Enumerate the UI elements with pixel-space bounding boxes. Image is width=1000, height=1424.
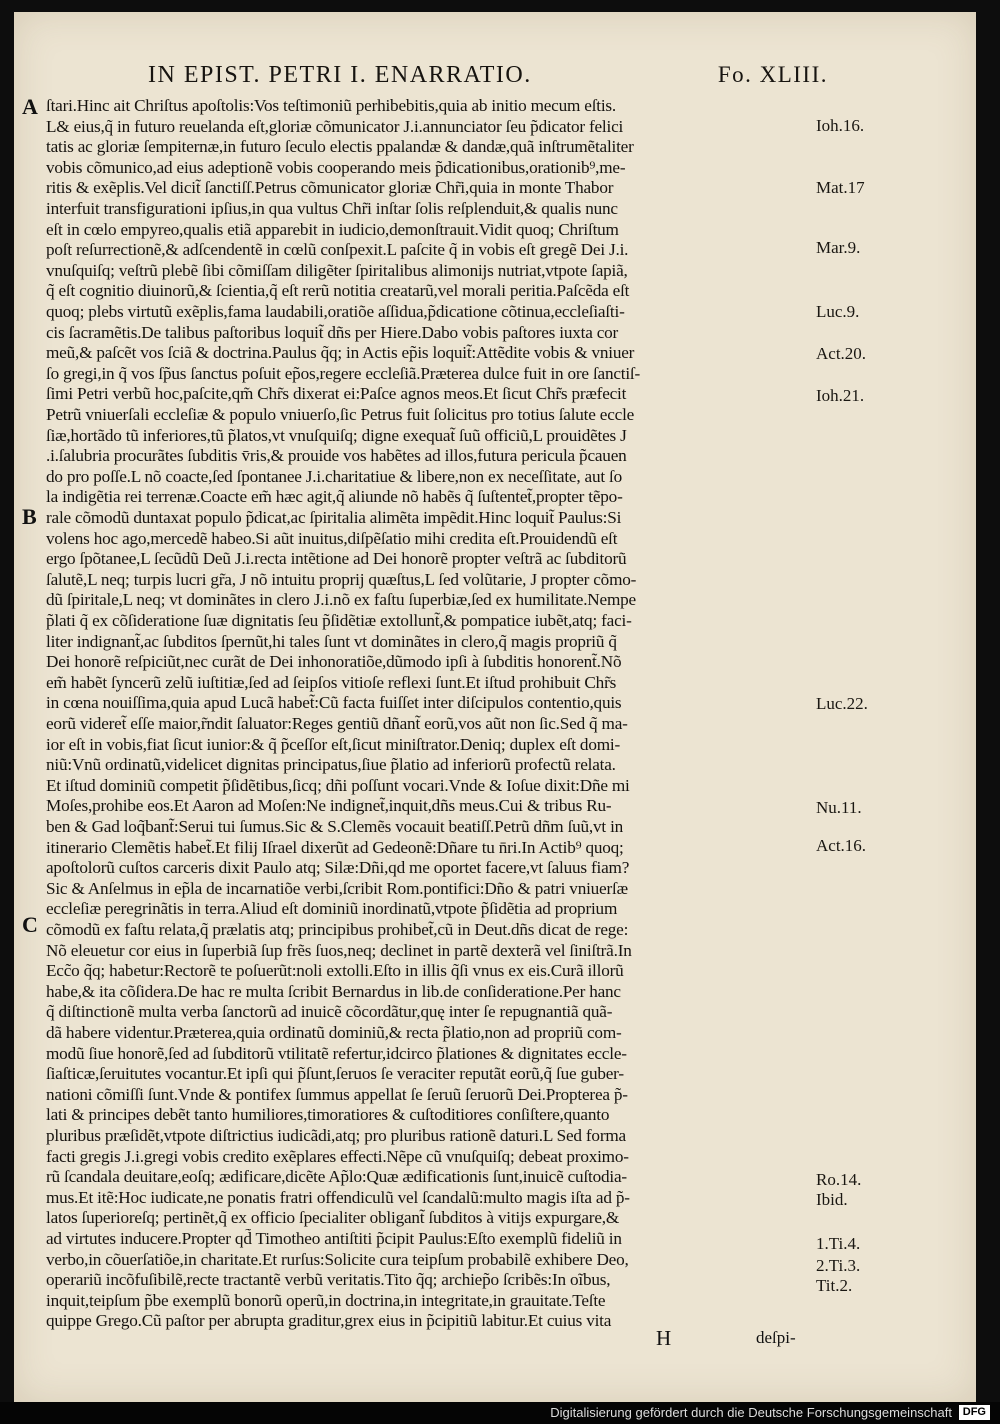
footer-credit: Digitalisierung gefördert durch die Deutsche Forschungsgemeinschaft: [550, 1405, 952, 1420]
text-line: apoſtolorũ cuſtos carceris dixit Paulo atq; Silæ:Dñi,qd me oportet facere,vt ſaluus fiam?: [46, 858, 630, 878]
text-line: cis ſacramẽtis.De talibus paſtoribus loquit̃ dñs per Hiere.Dabo vobis paſtores iuxta cor: [46, 322, 619, 342]
text-line: ſimi Petri verbũ hoc,paſcite,qm̃ Chr̃s dixerat ei:Paſce agnos meos.Et ſicut Chr̃s præfecit: [46, 384, 627, 404]
text-line: do pro poſſe.L nõ coacte,ſed ſpontanee J.i.charitatiue & libere,non ex neceſſitate, aut ſo: [46, 466, 623, 486]
text-line: ritis & exẽplis.Vel dicit̃ ſanctiſſ.Petrus cõmunicator gloriæ Chr̃i,quia in monte Thabor: [46, 178, 614, 198]
text-line: p̃lati q̃ ex cõſideratione ſuæ dignitatis ſeu p̃ſidẽtiæ extollunt̃,& pompatice iubẽt,atq; faci-: [46, 611, 632, 630]
marginal-note: Luc.22.: [816, 694, 868, 713]
text-line: Nõ eleuetur cor eius in ſuperbiã ſup frẽs ſuos,neq; declinet in partẽ dexterã vel ſiniſtrã.In: [46, 940, 632, 960]
text-line: L& eius,q̃ in futuro reuelanda eſt,gloriæ cõmunicator J.i.annunciator ſeu p̃dicator felici: [46, 116, 624, 136]
text-line: em̃ habẽt ſyncerũ zelũ iuſtitiæ,ſed ad ſeipſos vitioſe reflexi ſunt.Et iſtud prohibuit Chr̃s: [46, 672, 617, 692]
text-line: ſiæ,hortãdo tũ inferiores,tũ p̃latos,vt vnuſquiſq; digne exequat̃ ſuũ officiũ,L prouidẽtes J: [46, 425, 627, 445]
text-line: inquit,teipſum p̃be exemplũ bonorũ operũ,in doctrina,in integritate,in grauitate.Teſte: [46, 1290, 606, 1310]
text-line: Dei honorẽ reſpiciũt,nec curãt de Dei inhonoratiõe,dũmodo ipſi à ſubditis honorent̃.Nõ: [46, 652, 622, 672]
text-line: eorũ videret̃ eſſe maior,r̃ndit ſaluator:Reges gentiũ dñant̃ eorũ,vos aũt non ſic.Sed q̃ ma-: [46, 714, 628, 733]
section-marker-c: C: [22, 912, 38, 937]
marginal-note: Act.16.: [816, 836, 867, 855]
text-line: q̃ eſt cognitio diuinorũ,& ſcientia,q̃ eſt rerũ notitia creatarũ,vel morali peritia.Paſcẽda eſt: [46, 281, 630, 301]
text-line: in cœna nouiſſima,quia apud Lucã habet̃:Cũ facta fuiſſet inter diſcipulos contentio,quis: [46, 693, 622, 713]
running-header: [148, 62, 828, 96]
text-line: ben & Gad loq̃bant̃:Serui tui ſumus.Sic & S.Clemẽs vocauit beatiſſ.Petrũ dñm ſuũ,vt in: [46, 817, 624, 836]
marginal-note: 1.Ti.4.: [816, 1234, 861, 1253]
marginal-note: Ro.14.: [816, 1170, 862, 1189]
dfg-logo: DFG: [959, 1405, 990, 1420]
text-line: vobis cõmunico,ad eius adeptionẽ vobis cooperando meis p̃dicationibus,orationib⁹,me-: [46, 157, 626, 177]
text-line: verbo,in cõuerſatiõe,in charitate.Et rurſus:Solicite cura teipſum probabilẽ exhibere Deo,: [46, 1249, 629, 1269]
text-line: .i.ſalubria procurãtes ſubditis v̄ris,& prouide vos habẽtes ad illos,futura pericula p̃cauen: [46, 446, 627, 466]
marginal-note: Mat.17: [816, 178, 865, 197]
marginal-note: Mar.9.: [816, 238, 861, 257]
text-line: eſt in cœlo empyreo,qualis etiã apparebit in iudicio,demonſtrauit.Vidit quoq; Chriſtum: [46, 219, 619, 239]
text-line: tatis ac gloriæ ſempiternæ,in futuro ſeculo electis ppalandæ & dandæ,quã inſtrumẽtaliter: [46, 137, 634, 157]
text-line: nationi cõmiſſi ſunt.Vnde & pontifex ſummus appellat ſe ſeruũ ſeruorũ Dei.Propterea p̃-: [46, 1084, 628, 1104]
folio-number: Fo. XLIII.: [717, 62, 828, 87]
text-line: niũ:Vnũ ordinatũ,videlicet dignitas principatus,ſiue p̃latio ad inferiorũ profectũ relata.: [46, 755, 616, 775]
running-title: IN EPIST. PETRI I. ENARRATIO.: [148, 62, 532, 88]
text-line: rũ ſcandala deuitare,eoſq; ædificare,dicẽte Ap̃lo:Quæ ædificationis ſunt,inuicẽ cuſtodia-: [46, 1167, 627, 1187]
text-line: eccleſiæ peregrinãtis in terra.Aliud eſt dominiũ inordinatũ,vtpote p̃ſidẽtia ad proprium: [46, 899, 618, 919]
text-line: Et iſtud dominiũ competit p̃ſidẽtibus,ſicq; dñi poſſunt vocari.Vnde & Ioſue dixit:Dñe mi: [46, 775, 630, 795]
text-line: facti gregis J.i.gregi vobis credito exẽplares effecti.Nẽpe cũ vnuſquiſq; debeat proximo-: [46, 1146, 629, 1166]
text-line: Ecc̃o q̃q; habetur:Rectorẽ te poſuerũt:noli extolli.Eſto in illis q̃ſi vnus ex eis.Curã illorũ: [46, 961, 624, 981]
catchword: deſpi-: [756, 1328, 796, 1347]
text-line: cõmodũ ex faſtu relata,q̃ prælatis atq; principibus prohibet̃,cũ in Deut.dñs dicat de rege:: [46, 920, 629, 939]
text-line: pluribus præſidẽt,vtpote diſtrictius iudicãdi,atq; pro pluribus rationẽ daturi.L Sed forma: [46, 1126, 626, 1145]
text-line: poſt reſurrectionẽ,& adſcendentẽ in cœlũ conſpexit.L paſcite q̃ in vobis eſt gregẽ Dei J.i.: [46, 240, 629, 260]
text-line: vnuſquiſq; veſtrũ plebẽ ſibi cõmiſſam diligẽter ſpiritalibus alimonijs nutriat,vtpote ſapiã,: [46, 260, 628, 280]
marginal-note: Ioh.21.: [816, 386, 865, 405]
marginal-note: Tit.2.: [816, 1276, 853, 1295]
text-line: liter indignant̃,ac ſubditos ſpernũt,hi tales ſunt vt dominãtes in clero,q̃ magis propriũ q̃: [46, 631, 617, 651]
text-line: rale cõmodũ duntaxat populo p̃dicat,ac ſpiritalia alimẽta impẽdit.Hinc loquit̃ Paulus:Si: [46, 508, 622, 527]
signature-mark: H: [656, 1326, 672, 1350]
text-line: lati & principes debẽt tanto humiliores,timoratiores & cuſtoditiores conſiſtere,quanto: [46, 1105, 610, 1125]
text-line: ſiaſticæ,ſeruitutes vocantur.Et ipſi qui p̃ſunt,ſeruos ſe veraciter reputãt eorũ,q̃ ſue guber-: [46, 1064, 624, 1084]
text-line: itinerario Clemẽtis habet̃.Et filij Iſrael dixerũt ad Gedeonẽ:Dñare tu n̄ri.In Actib⁹ quoq;: [46, 837, 624, 857]
text-line: quoq; plebs virtutũ exẽplis,fama laudabili,oratiõe aſſidua,p̃dicatione cõtinua,eccleſiaſti-: [46, 302, 625, 321]
text-line: ſo gregi,in q̃ vos ſp̃us ſanctus poſuit ep̃os,regere eccleſiã.Præterea dulce fuit in ore ſanctiſ-: [46, 363, 641, 383]
text-line: ergo ſpõtanee,L ſecũdũ Deũ J.i.recta intẽtione ad Dei honorẽ propter veſtrã ac ſubditorũ: [46, 549, 627, 569]
text-line: habe,& ita cõſidera.De hac re multa ſcribit Bernardus in lib.de conſideratione.Per hanc: [46, 981, 621, 1001]
text-line: operariũ incõfuſibilẽ,recte tractantẽ verbũ veritatis.Tito q̃q; archiep̃o ſcribẽs:In oĩbus,: [46, 1270, 611, 1290]
text-line: ad virtutes inducere.Propter qd̃ Timotheo antiſtiti p̃cipit Paulus:Eſto exemplũ fideliũ in: [46, 1229, 622, 1248]
marginal-note: Nu.11.: [816, 798, 862, 817]
text-line: la indigẽtia rei terrenæ.Coacte em̃ hæc agit,q̃ aliunde nõ habẽs q̃ ſuſtentet̃,propter tẽpo-: [46, 487, 623, 507]
digitization-footer: [0, 1402, 1000, 1424]
text-line: Moſes,prohibe eos.Et Aaron ad Moſen:Ne indignet̃,inquit,dñs meus.Cui & tribus Ru-: [46, 796, 612, 816]
marginal-note: Ioh.16.: [816, 116, 865, 135]
text-line: Petrũ vniuerſali eccleſiæ & populo vniuerſo,ſic Petrus fuit ſolicitus pro totius ſalute eccle: [46, 405, 635, 424]
text-line: interfuit transfigurationi ipſius,in qua vultus Chr̃i inſtar ſolis reſplenduit,& qualis nunc: [46, 199, 618, 218]
text-line: meũ,& paſcẽt vos ſciã & doctrina.Paulus q̃q; in Actis ep̃is loquit̃:Attẽdite vobis & vniuer: [46, 343, 635, 363]
text-line: dã habere videntur.Præterea,quia ordinatũ dominiũ,& recta p̃latio,non ad propriũ com-: [46, 1023, 622, 1042]
text-line: ior eſt in vobis,fiat ſicut iunior:& q̃ p̃ceſſor eſt,ſicut miniſtrator.Deniq; duplex eſt domi-: [46, 734, 620, 754]
text-line: q̃ diſtinctionẽ multa verba ſanctorũ ad inuicẽ cõcordãtur,quę inter ſe repugnantiã quã-: [46, 1002, 613, 1022]
marginal-note: Act.20.: [816, 344, 867, 363]
text-line: quippe Grego.Cũ paſtor per abrupta graditur,grex eius in p̃cipitiũ labitur.Et cuius vita: [46, 1311, 612, 1331]
text-line: ſtari.Hinc ait Chriſtus apoſtolis:Vos teſtimoniũ perhibebitis,quia ab initio mecum eſtis.: [46, 96, 617, 115]
text-line: modũ ſiue honorẽ,ſed ad ſubditorũ vtilitatẽ refertur,idcirco p̃lationes & dignitates eccle-: [46, 1043, 627, 1063]
marginal-note: Ibid.: [816, 1190, 848, 1209]
marginal-note: 2.Ti.3.: [816, 1256, 861, 1275]
text-line: latos ſuperioreſq; pertinẽt,q̃ ex officio ſpecialiter obligant̃ ſubditos à vitijs expurgare,&: [46, 1208, 620, 1228]
text-line: mus.Et itẽ:Hoc iudicate,ne ponatis fratri offendiculũ vel ſcandalũ:multo magis iſta ad p̃-: [46, 1187, 630, 1207]
section-marker-a: A: [22, 94, 38, 119]
marginal-note: Luc.9.: [816, 302, 860, 321]
text-line: Sic & Anſelmus in ep̃la de incarnatiõe verbi,ſcribit Rom.pontifici:Dño & patri vniuerſæ: [46, 878, 628, 898]
text-line: dũ ſpiritale,L neq; vt dominãtes in clero J.i.nõ ex faſtu ſuperbiæ,ſed ex humilitate.Nempe: [46, 590, 636, 610]
text-line: volens hoc ago,mercedẽ habeo.Si aũt inuitus,diſpẽſatio mihi credita eſt.Prouidendũ eſt: [46, 528, 618, 548]
text-line: ſalutẽ,L neq; turpis lucri gr̃a, J nõ intuitu proprij quæſtus,L ſed volũtarie, J propter cõmo-: [46, 569, 637, 589]
section-marker-b: B: [22, 504, 37, 529]
